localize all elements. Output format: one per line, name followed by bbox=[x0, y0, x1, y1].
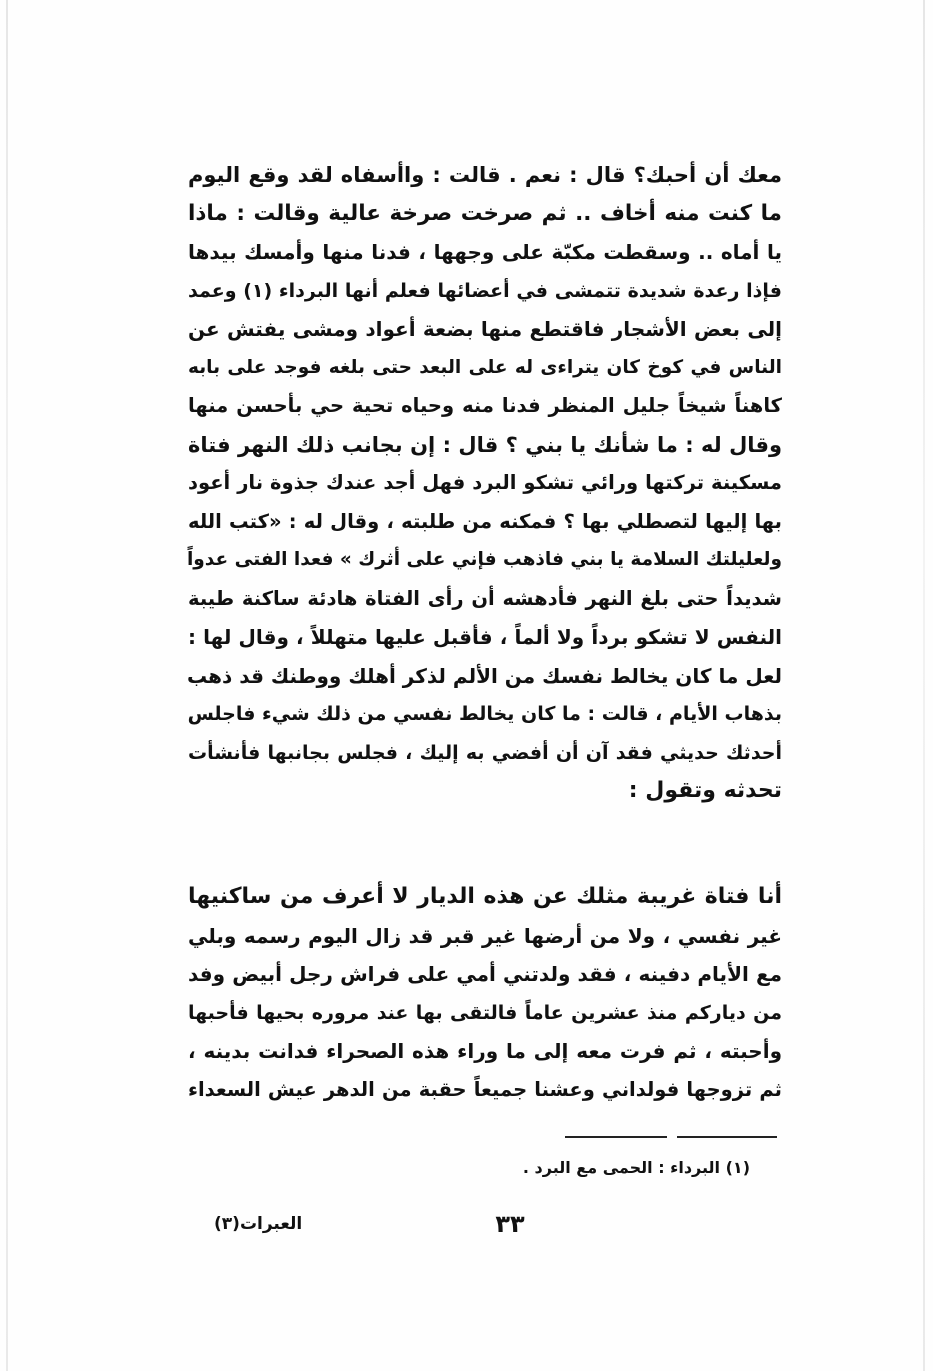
footnote-rule bbox=[677, 1136, 777, 1138]
paragraph-2 bbox=[188, 878, 782, 1109]
text-line: وأحبته ، ثم فرت معه إلى ما وراء هذه الصحراء فدانت بدينه ، bbox=[188, 1039, 782, 1063]
text-line: بذهاب الأيام ، قالت : ما كان يخالط نفسي من ذلك شيء فاجلس bbox=[187, 703, 782, 725]
text-line: من دياركم منذ عشرين عاماً فالتقى بها عند مروره بحيها فأحبها bbox=[188, 1001, 782, 1024]
text-line: لعل ما كان يخالط نفسك من الألم لذكر أهلك ووطنك قد ذهب bbox=[187, 663, 782, 688]
text-line: يا أماه .. وسقطت مكبّة على وجهها ، فدنا منها وأمسك بيدها bbox=[188, 240, 782, 264]
text-line: ولعليلتك السلامة يا بني فاذهب فإني على أثرك » فعدا الفتى عدواً bbox=[186, 549, 782, 570]
text-line: شديداً حتى بلغ النهر فأدهشه أن رأى الفتاة هادئة ساكنة طيبة bbox=[188, 586, 782, 610]
footnote: (١) البرداء : الحمى مع البرد . bbox=[522, 1158, 750, 1177]
page-number: ٣٣ bbox=[495, 1210, 525, 1238]
text-line: إلى بعض الأشجار فاقتطع منها بضعة أعواد ومشى يفتش عن bbox=[188, 317, 782, 341]
text-line: النفس لا تشكو برداً ولا ألماً ، فأقبل عليها متهللاً ، وقال لها : bbox=[188, 625, 782, 649]
text-line: ما كنت منه أخاف .. ثم صرخت صرخة عالية وقالت : ماذا bbox=[188, 200, 782, 226]
text-line: مع الأيام دفينه ، فقد ولدتني أمي على فراش رجل أبيض وفد bbox=[188, 962, 782, 986]
text-line: أنا فتاة غريبة مثلك عن هذه الديار لا أعرف من ساكنيها bbox=[188, 884, 782, 909]
footnote-rule bbox=[565, 1136, 667, 1138]
text-line: ثم تزوجها فولداني وعشنا جميعاً حقبة من الدهر عيش السعداء bbox=[188, 1077, 782, 1101]
paragraph-1 bbox=[188, 156, 782, 811]
text-line: بها إليها لتصطلي بها ؟ فمكنه من طلبته ، وقال له : «كتب الله bbox=[188, 509, 782, 533]
text-line: الناس في كوخ كان يتراءى له على البعد حتى بلغه فوجد على بابه bbox=[188, 356, 782, 378]
text-line: وقال له : ما شأنك يا بني ؟ قال : إن بجانب ذلك النهر فتاة bbox=[188, 432, 782, 457]
text-line: غير نفسي ، ولا من أرضها غير قبر قد زال اليوم رسمه وبلي bbox=[188, 923, 782, 948]
text-line: معك أن أحبك؟ قال : نعم . قالت : واأسفاه لقد وقع اليوم bbox=[188, 163, 782, 187]
text-line: تحدثه وتقول : bbox=[628, 778, 782, 803]
text-line: مسكينة تركتها ورائي تشكو البرد فهل أجد عندك جذوة نار أعود bbox=[188, 471, 782, 494]
text-line: كاهناً شيخاً جليل المنظر فدنا منه وحياه تحية حي بأحسن منها bbox=[188, 394, 782, 417]
scan-edge-right bbox=[923, 0, 925, 1371]
text-line: أحدثك حديثي فقد آن أن أفضي به إليك ، فجلس بجانبها فأنشأت bbox=[188, 741, 782, 764]
printer-signature: العبرات(٣) bbox=[214, 1214, 303, 1234]
scan-edge-left bbox=[6, 0, 8, 1371]
text-line: فإذا رعدة شديدة تتمشى في أعضائها فعلم أنها البرداء (١) وعمد bbox=[188, 279, 783, 302]
